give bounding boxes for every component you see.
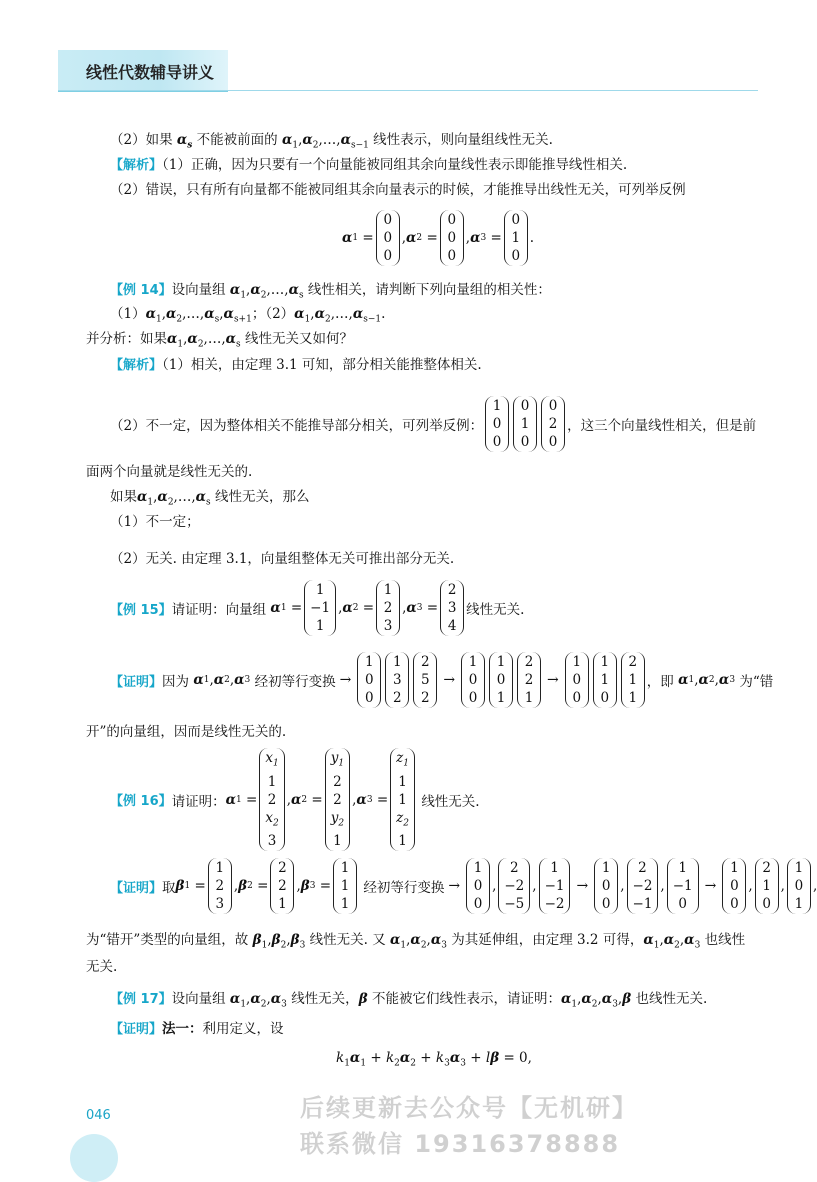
corner-decoration [70,1134,118,1182]
formula-counterexample: α 1 = 0 0 0 , α 2 = 0 0 0 , α 3 = 0 1 0 . [342,212,535,264]
page-number: 046 [86,1108,111,1123]
ex16-proof-end: 无关. [86,959,118,975]
ex14-followup: 如果$\alpha_1,\alpha_2,\dots,\alpha_s$ 线性无关，那么 [110,489,310,508]
vector: 1 0 0 [485,396,509,452]
vector: $y_1$ 2 2 $y_2$ 1 [325,748,350,851]
watermark-line-1: 后续更新去公众号【无机研】 [300,1094,638,1122]
ex17-proof: 【证明】法一：利用定义，设 [110,1021,284,1037]
paragraph-p2: 【解析】（1）正确，因为只要有一个向量能被同组其余向量线性表示即能推导线性相关. [110,157,628,173]
ex14-answer-2-cont: 面两个向量就是线性无关的. [86,464,253,480]
header-title: 线性代数辅导讲义 [86,63,215,82]
ex17-tag: 【例 17】 [110,992,172,1007]
vector: 1 2 3 [376,580,400,636]
ex14-followup-1: （1）不一定； [110,514,200,530]
ex16-proof: 【证明】 取 β 1 = 1 2 3 , β 2 = 2 2 1 , β 3 = 1 1 1 经初等行变换 → 1 0 0 , 2 −2 −5 , 1 −1 −2 → 1 0 0 , 2 −2 −1 , 1 −1 0 → 1 0 0 , 2 1 0 , 1 0 1 , [110,860,817,912]
ex15-proof: 【证明】 因为 α 1 , α 2 , α 3 经初等行变换 → 1 0 0 1 3 2 2 5 2 → 1 0 0 1 0 1 2 2 1 → 1 0 0 1 1 0 2 1 1 ，即 α 1 , α 2 , α 3 为“错 [110,654,774,706]
vector: 0 0 0 [440,210,464,266]
vector: 0 1 0 [504,210,528,266]
vector: 2 3 4 [440,580,464,636]
vector: $z_1$ 1 1 $z_2$ 1 [390,748,415,851]
ex15-tag: 【例 15】 [110,602,172,618]
ex17-question: 【例 17】设向量组 $\alpha_1,\alpha_2,\alpha_3$ 线性无关，β 不能被它们线性表示，请证明：$\alpha_1,\alpha_2,\alpha_3,\beta$ 也线性无关. [110,991,708,1010]
vector: 0 2 0 [541,396,565,452]
ex15-proof-cont: 开”的向量组，因而是线性无关的. [86,724,287,740]
ex14-subquestions: $(1)\alpha_1,\alpha_2,\dots,\alpha_s,\alpha_{s+1}$；$(2)\alpha_1,\alpha_2,\dots,\alpha_{s-1}$. [110,306,386,325]
ex14-question: 【例 14】设向量组 $\alpha_1,\alpha_2,\dots,\alpha_s$ 线性相关，请判断下列向量组的相关性： [110,282,551,301]
vector: $x_1$ 1 2 $x_2$ 3 [259,748,284,851]
proof-tag: 【证明】 [110,674,163,690]
ex15-question: 【例 15】 请证明：向量组 α 1 = 1 −1 1 , α 2 = 1 2 3 , α 3 = 2 3 4 线性无关. [110,582,525,634]
ex14-answer-2: （2）不一定，因为整体相关不能推导部分相关，可列举反例： 1 0 0 0 1 0 0 2 0 ，这三个向量线性相关，但是前 [110,398,757,450]
ex16-question: 【例 16】 请证明： α 1 = $x_1$ 1 2 $x_2$ 3 , α 2 = $y_1$ 2 2 $y_2$ 1 , α 3 = $z_1$ 1 1 $z_2$ 1 线性无关. [110,750,480,850]
ex14-answer-1: 【解析】（1）相关，由定理 3.1 可知，部分相关能推整体相关. [110,357,482,373]
jiexi-tag: 【解析】 [110,158,163,173]
ex14-tag: 【例 14】 [110,283,172,298]
ex16-proof-cont: 为“错开”类型的向量组，故 $\beta_1,\beta_2,\beta_3$ 线性无关. 又 $\alpha_1,\alpha_2,\alpha_3$ 为其延伸组，由定理 3.2 可得，$\alpha_1,\alpha_2,\alpha_3$ 也线性 [86,932,746,951]
vector: 0 0 0 [376,210,400,266]
paragraph-p3: （2）错误，只有所有向量都不能被同组其余向量表示的时候，才能推导出线性无关，可列举反例 [110,182,686,198]
header-rule [58,90,758,91]
vector: 1 −1 1 [304,580,336,636]
ex14-analysis: 并分析：如果$\alpha_1,\alpha_2,\dots,\alpha_s$ 线性无关又如何？ [86,331,353,350]
ex14-followup-2: （2）无关. 由定理 3.1，向量组整体无关可推出部分无关. [110,551,455,567]
paragraph-p1: （2）如果 $\alpha_s$ 不能被前面的 $\alpha_1,\alpha_2,\dots,\alpha_{s-1}$ 线性表示，则向量组线性无关. [110,132,553,151]
vector: 0 1 0 [513,396,537,452]
ex17-equation: $k_1\alpha_1 + k_2\alpha_2 + k_3\alpha_3 + l\beta = 0$, [336,1050,532,1069]
ex16-tag: 【例 16】 [110,794,172,810]
watermark-line-2: 联系微信 19316378888 [300,1130,621,1158]
